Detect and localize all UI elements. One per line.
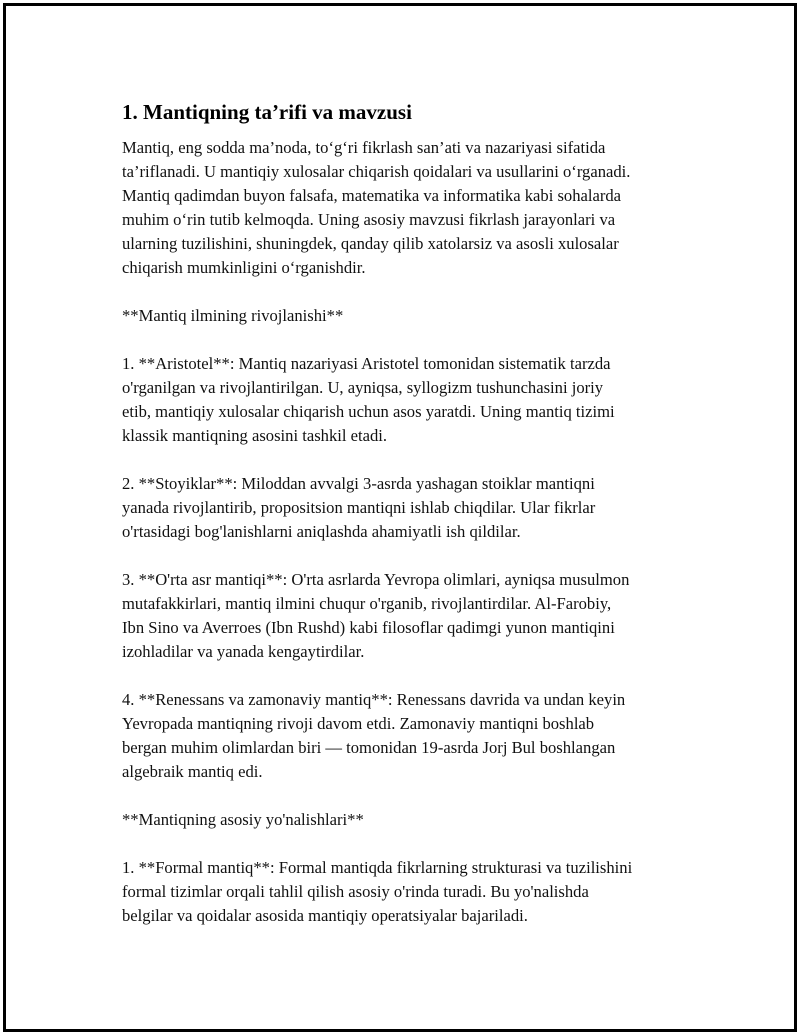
text-line: **Mantiq ilmining rivojlanishi** [122,306,344,325]
text-line: o'rganilgan va rivojlantirilgan. U, ayniqsa, syllogizm tushunchasini joriy [122,378,604,397]
text-line: **Mantiqning asosiy yo'nalishlari** [122,810,364,829]
paragraph-orta-asr [122,568,702,664]
text-line: etib, mantiqiy xulosalar chiqarish uchun asos yaratdi. Uning mantiq tizimi [122,402,615,421]
text-line: chiqarish mumkinligini o‘rganishdir. [122,258,366,277]
paragraph-stoyiklar [122,472,702,544]
section-heading: 1. Mantiqning ta’rifi va mavzusi [122,100,412,124]
text-line: yanada rivojlantirib, propositsion mantiqni ishlab chiqdilar. Ular fikrlar [122,498,596,517]
text-line: formal tizimlar orqali tahlil qilish asosiy o'rinda turadi. Bu yo'nalishda [122,882,589,901]
text-line: 4. **Renessans va zamonaviy mantiq**: Renessans davrida va undan keyin [122,690,626,709]
paragraph-formal-mantiq [122,856,702,928]
paragraph-renessans [122,688,702,784]
text-line: Mantiq qadimdan buyon falsafa, matematika va informatika kabi sohalarda [122,186,622,205]
text-line: 1. **Formal mantiq**: Formal mantiqda fikrlarning strukturasi va tuzilishini [122,858,633,877]
text-line: izohladilar va yanada kengaytirdilar. [122,642,365,661]
document-body [122,98,702,952]
subheading-directions [122,808,702,832]
page-frame [3,3,797,1032]
intro-paragraph [122,136,702,280]
text-line: 2. **Stoyiklar**: Miloddan avvalgi 3-asrda yashagan stoiklar mantiqni [122,474,595,493]
text-line: ularning tuzilishini, shuningdek, qanday qilib xatolarsiz va asosli xulosalar [122,234,619,253]
text-line: 3. **O'rta asr mantiqi**: O'rta asrlarda Yevropa olimlari, ayniqsa musulmon [122,570,630,589]
text-line: klassik mantiqning asosini tashkil etadi. [122,426,388,445]
paragraph-aristotel [122,352,702,448]
text-line: bergan muhim olimlardan biri — tomonidan 19-asrda Jorj Bul boshlangan [122,738,616,757]
text-line: o'rtasidagi bog'lanishlarni aniqlashda ahamiyatli ish qildilar. [122,522,521,541]
text-line: Ibn Sino va Averroes (Ibn Rushd) kabi filosoflar qadimgi yunon mantiqini [122,618,615,637]
text-line: mutafakkirlari, mantiq ilmini chuqur o'rganib, rivojlantirdilar. Al-Farobiy, [122,594,612,613]
text-line: Yevropada mantiqning rivoji davom etdi. Zamonaviy mantiqni boshlab [122,714,595,733]
subheading-development [122,304,702,328]
text-line: muhim o‘rin tutib kelmoqda. Uning asosiy mavzusi fikrlash jarayonlari va [122,210,616,229]
text-line: ta’riflanadi. U mantiqiy xulosalar chiqarish qoidalari va usullarini o‘rganadi. [122,162,631,181]
text-line: 1. **Aristotel**: Mantiq nazariyasi Aristotel tomonidan sistematik tarzda [122,354,611,373]
text-line: belgilar va qoidalar asosida mantiqiy operatsiyalar bajariladi. [122,906,528,925]
text-line: Mantiq, eng sodda ma’noda, to‘g‘ri fikrlash san’ati va nazariyasi sifatida [122,138,606,157]
text-line: algebraik mantiq edi. [122,762,263,781]
